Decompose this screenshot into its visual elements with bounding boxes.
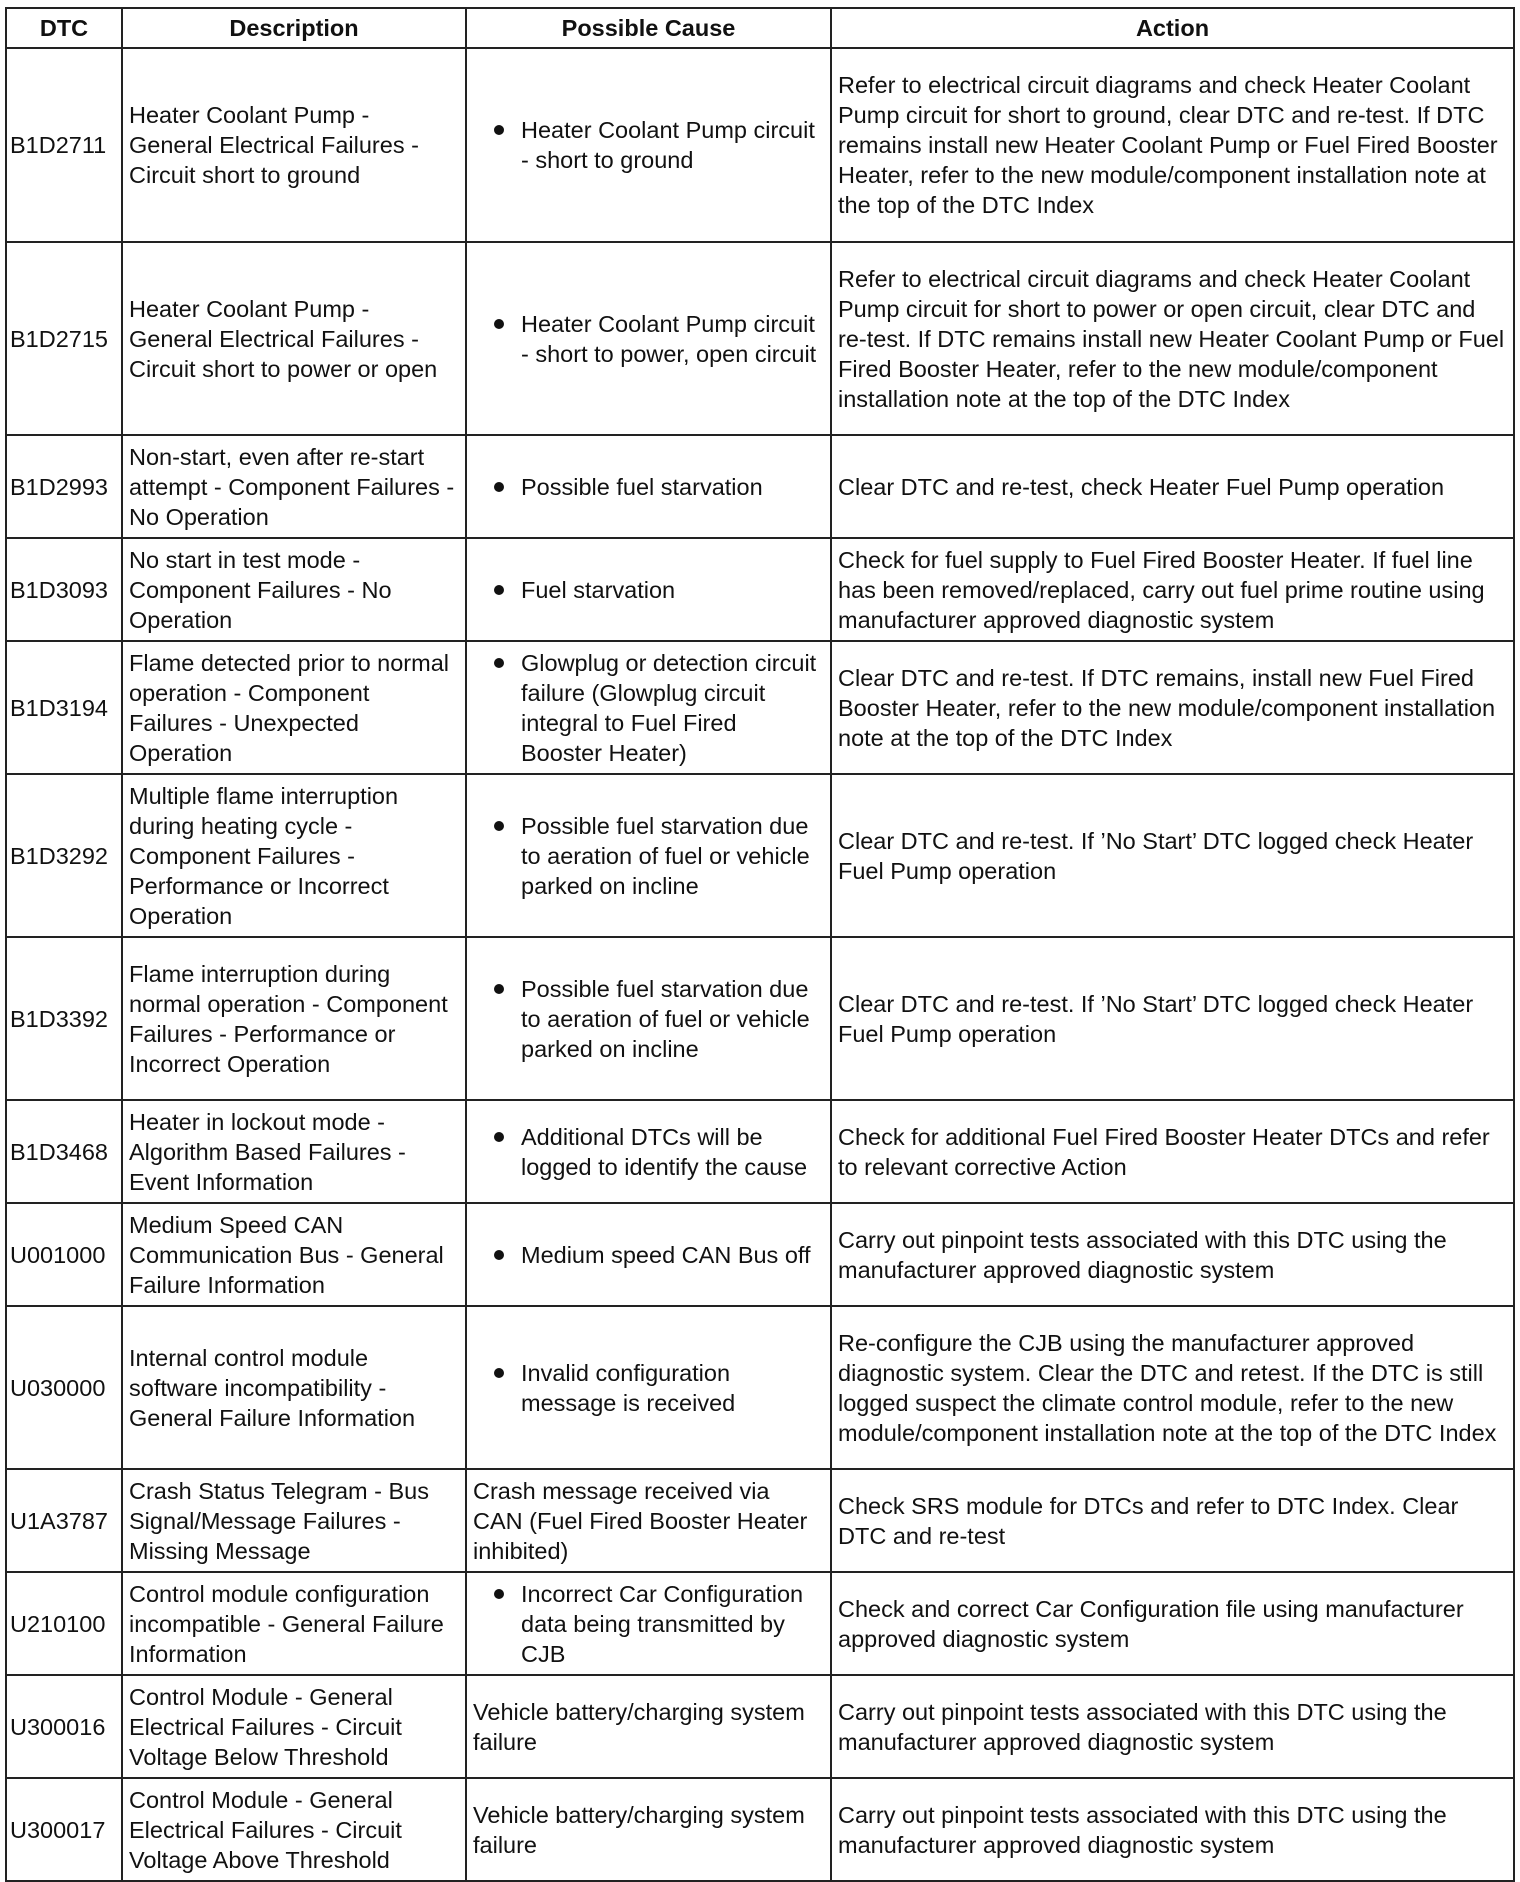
dtc-table: [5, 7, 1515, 1882]
dtc-code: U001000: [6, 1203, 122, 1306]
cause-bullet-item: Possible fuel starvation: [473, 472, 824, 502]
dtc-code: B1D2711: [6, 48, 122, 242]
table-row: [6, 1778, 1514, 1881]
action-text: Carry out pinpoint tests associated with this DTC using the manufacturer approved diagnostic system: [831, 1778, 1514, 1881]
table-row: [6, 1469, 1514, 1572]
dtc-code: U1A3787: [6, 1469, 122, 1572]
cause-bullet-item: Heater Coolant Pump circuit - short to power, open circuit: [473, 309, 824, 369]
possible-cause: [466, 1572, 831, 1675]
dtc-code: U300016: [6, 1675, 122, 1778]
header-row: [6, 8, 1514, 48]
cause-bullet-item: Medium speed CAN Bus off: [473, 1240, 824, 1270]
dtc-description: Heater in lockout mode - Algorithm Based Failures - Event Information: [122, 1100, 466, 1203]
dtc-description: Non-start, even after re-start attempt - Component Failures - No Operation: [122, 435, 466, 538]
cause-bullet-item: Possible fuel starvation due to aeration of fuel or vehicle parked on incline: [473, 811, 824, 901]
action-text: Clear DTC and re-test, check Heater Fuel Pump operation: [831, 435, 1514, 538]
dtc-code: U030000: [6, 1306, 122, 1469]
action-text: Refer to electrical circuit diagrams and check Heater Coolant Pump circuit for short to ground, clear DTC and re-test. If DTC remains install new Heater Coolant Pump or Fuel Fired Booster Heater, refer to the new module/component installation note at the top of the DTC Index: [831, 48, 1514, 242]
cause-bullet-item: Incorrect Car Configuration data being transmitted by CJB: [473, 1579, 824, 1669]
table-row: [6, 1675, 1514, 1778]
possible-cause: [466, 48, 831, 242]
dtc-description: Flame detected prior to normal operation - Component Failures - Unexpected Operation: [122, 641, 466, 774]
table-row: [6, 1306, 1514, 1469]
header-action: Action: [831, 8, 1514, 48]
dtc-code: B1D2993: [6, 435, 122, 538]
cause-bullet-item: Fuel starvation: [473, 575, 824, 605]
action-text: Clear DTC and re-test. If ’No Start’ DTC logged check Heater Fuel Pump operation: [831, 937, 1514, 1100]
possible-cause: Vehicle battery/charging system failure: [466, 1778, 831, 1881]
possible-cause: [466, 641, 831, 774]
dtc-code: B1D3194: [6, 641, 122, 774]
action-text: Clear DTC and re-test. If DTC remains, install new Fuel Fired Booster Heater, refer to the new module/component installation note at the top of the DTC Index: [831, 641, 1514, 774]
header-possible-cause: Possible Cause: [466, 8, 831, 48]
action-text: Re-configure the CJB using the manufacturer approved diagnostic system. Clear the DTC and retest. If the DTC is still logged suspect the climate control module, refer to the new module/component installation note at the top of the DTC Index: [831, 1306, 1514, 1469]
cause-bullet-item: Heater Coolant Pump circuit - short to ground: [473, 115, 824, 175]
dtc-description: Multiple flame interruption during heating cycle - Component Failures - Performance or Incorrect Operation: [122, 774, 466, 937]
action-text: Carry out pinpoint tests associated with this DTC using the manufacturer approved diagnostic system: [831, 1675, 1514, 1778]
table-row: [6, 774, 1514, 937]
dtc-description: Heater Coolant Pump - General Electrical Failures - Circuit short to power or open: [122, 242, 466, 435]
action-text: Check for fuel supply to Fuel Fired Booster Heater. If fuel line has been removed/replaced, carry out fuel prime routine using manufacturer approved diagnostic system: [831, 538, 1514, 641]
dtc-code: U210100: [6, 1572, 122, 1675]
possible-cause: [466, 1306, 831, 1469]
possible-cause: [466, 538, 831, 641]
cause-bullet-item: Invalid configuration message is received: [473, 1358, 824, 1418]
action-text: Check for additional Fuel Fired Booster Heater DTCs and refer to relevant corrective Action: [831, 1100, 1514, 1203]
possible-cause: [466, 774, 831, 937]
possible-cause: [466, 1203, 831, 1306]
action-text: Carry out pinpoint tests associated with this DTC using the manufacturer approved diagnostic system: [831, 1203, 1514, 1306]
dtc-description: Control Module - General Electrical Failures - Circuit Voltage Below Threshold: [122, 1675, 466, 1778]
possible-cause: [466, 242, 831, 435]
dtc-code: B1D3093: [6, 538, 122, 641]
dtc-description: Internal control module software incompatibility - General Failure Information: [122, 1306, 466, 1469]
action-text: Refer to electrical circuit diagrams and check Heater Coolant Pump circuit for short to power or open circuit, clear DTC and re-test. If DTC remains install new Heater Coolant Pump or Fuel Fired Booster Heater, refer to the new module/component installation note at the top of the DTC Index: [831, 242, 1514, 435]
cause-bullet-item: Glowplug or detection circuit failure (Glowplug circuit integral to Fuel Fired Booster Heater): [473, 648, 824, 768]
possible-cause: [466, 1100, 831, 1203]
table-row: [6, 538, 1514, 641]
possible-cause: Vehicle battery/charging system failure: [466, 1675, 831, 1778]
possible-cause: Crash message received via CAN (Fuel Fired Booster Heater inhibited): [466, 1469, 831, 1572]
dtc-code: U300017: [6, 1778, 122, 1881]
header-dtc: DTC: [6, 8, 122, 48]
table-row: [6, 641, 1514, 774]
table-row: [6, 435, 1514, 538]
dtc-description: Crash Status Telegram - Bus Signal/Message Failures - Missing Message: [122, 1469, 466, 1572]
table-row: [6, 1203, 1514, 1306]
header-description: Description: [122, 8, 466, 48]
table-row: [6, 937, 1514, 1100]
action-text: Check and correct Car Configuration file using manufacturer approved diagnostic system: [831, 1572, 1514, 1675]
dtc-code: B1D3392: [6, 937, 122, 1100]
cause-bullet-item: Additional DTCs will be logged to identify the cause: [473, 1122, 824, 1182]
table-row: [6, 48, 1514, 242]
cause-bullet-item: Possible fuel starvation due to aeration of fuel or vehicle parked on incline: [473, 974, 824, 1064]
dtc-description: No start in test mode - Component Failures - No Operation: [122, 538, 466, 641]
possible-cause: [466, 435, 831, 538]
dtc-code: B1D2715: [6, 242, 122, 435]
dtc-description: Control module configuration incompatible - General Failure Information: [122, 1572, 466, 1675]
dtc-description: Flame interruption during normal operation - Component Failures - Performance or Incorrect Operation: [122, 937, 466, 1100]
dtc-description: Heater Coolant Pump - General Electrical Failures - Circuit short to ground: [122, 48, 466, 242]
table-row: [6, 1100, 1514, 1203]
dtc-code: B1D3468: [6, 1100, 122, 1203]
dtc-code: B1D3292: [6, 774, 122, 937]
dtc-description: Medium Speed CAN Communication Bus - General Failure Information: [122, 1203, 466, 1306]
table-row: [6, 242, 1514, 435]
possible-cause: [466, 937, 831, 1100]
dtc-description: Control Module - General Electrical Failures - Circuit Voltage Above Threshold: [122, 1778, 466, 1881]
action-text: Check SRS module for DTCs and refer to DTC Index. Clear DTC and re-test: [831, 1469, 1514, 1572]
action-text: Clear DTC and re-test. If ’No Start’ DTC logged check Heater Fuel Pump operation: [831, 774, 1514, 937]
table-row: [6, 1572, 1514, 1675]
